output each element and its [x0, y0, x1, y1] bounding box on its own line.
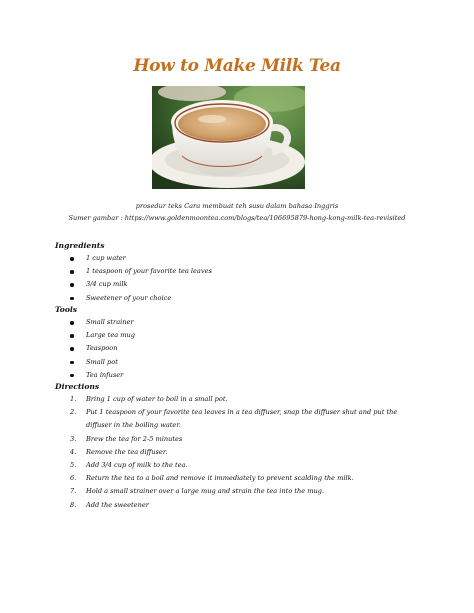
- list-item: Large tea mug: [70, 329, 135, 342]
- bullet-icon: [70, 374, 74, 378]
- direction-step: 3. Brew the tea for 2-5 minutes: [70, 434, 183, 443]
- directions-heading: Directions: [55, 382, 100, 391]
- list-item: Small strainer: [70, 316, 135, 329]
- list-item: Small pot: [70, 356, 135, 369]
- bullet-icon: [70, 297, 74, 301]
- tools-list: [70, 316, 135, 382]
- direction-step: 4. Remove the tea diffuser.: [70, 447, 168, 456]
- tools-heading: Tools: [55, 305, 78, 314]
- bullet-icon: [70, 334, 74, 338]
- milk-tea-photo: [152, 86, 305, 189]
- direction-step: 5. Add 3/4 cup of milk to the tea.: [70, 461, 188, 470]
- list-item: Tea infuser: [70, 369, 135, 382]
- list-item: Teaspoon: [70, 342, 135, 355]
- bullet-icon: [70, 347, 74, 351]
- direction-step: 7. Hold a small strainer over a large mug and strain the tea into the mug.: [70, 487, 325, 496]
- caption-image-source: Sumer gambar : https://www.goldenmoontea.com/blogs/tea/106695879-hong-kong-milk-tea-revisited: [68, 214, 406, 222]
- bullet-icon: [70, 361, 74, 365]
- directions-list: [70, 393, 420, 512]
- page-title: How to Make Milk Tea: [133, 56, 341, 76]
- list-item: 3/4 cup milk: [70, 278, 212, 291]
- direction-step: 6. Return the tea to a boil and remove it immediately to prevent scalding the milk.: [70, 474, 354, 483]
- direction-step: 8. Add the sweetener: [70, 500, 149, 509]
- list-item: 1 cup water: [70, 252, 212, 265]
- caption-description: prosedur teks Cara membuat teh susu dalam bahasa Inggris: [135, 202, 339, 210]
- direction-step: 1. Bring 1 cup of water to boil in a small pot.: [70, 395, 228, 403]
- list-item: Sweetener of your choice: [70, 292, 212, 305]
- bullet-icon: [70, 270, 74, 274]
- ingredients-heading: Ingredients: [55, 241, 105, 250]
- direction-step: 2. Put 1 teaspoon of your favorite tea leaves in a tea diffuser, snap the diffuser shut and put the diffuser in the boiling water.: [70, 408, 398, 430]
- list-item: 1 teaspoon of your favorite tea leaves: [70, 265, 212, 278]
- bullet-icon: [70, 283, 74, 287]
- bullet-icon: [70, 257, 74, 261]
- ingredients-list: [70, 252, 212, 305]
- bullet-icon: [70, 321, 74, 325]
